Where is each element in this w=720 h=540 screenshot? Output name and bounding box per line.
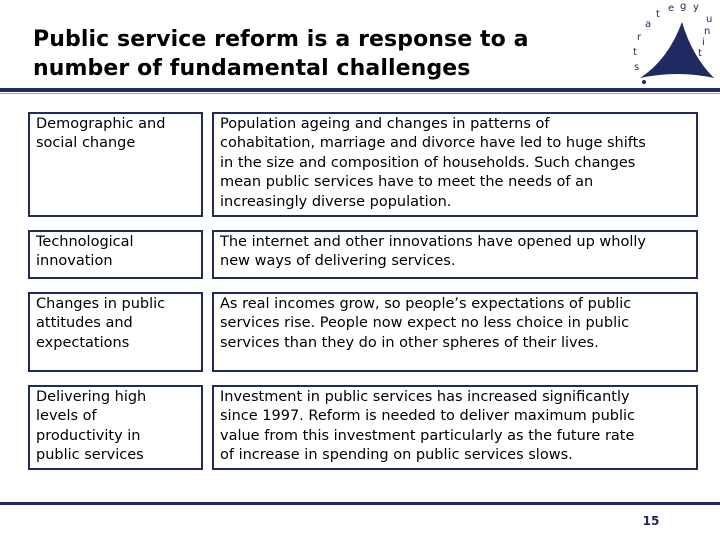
desc-line: Population ageing and changes in patterns of — [220, 116, 550, 132]
strategy-unit-logo — [618, 0, 720, 92]
logo-star-shape — [640, 22, 714, 78]
challenge-label — [28, 230, 203, 279]
desc-line: mean public services have to meet the needs of an — [220, 174, 594, 191]
logo-letter: t — [698, 48, 702, 59]
challenge-label — [28, 292, 203, 372]
logo-letter: y — [693, 2, 699, 13]
label-line: attitudes and — [36, 315, 133, 332]
logo-letter: t — [633, 47, 637, 58]
challenge-row-technological — [28, 230, 698, 279]
label-line: productivity in — [36, 427, 141, 444]
desc-line: increasingly diverse population. — [220, 193, 452, 210]
header-rule-thin — [0, 93, 720, 94]
desc-line: Investment in public services has increased significantly — [220, 389, 630, 405]
title-line-1: Public service reform is a response to a — [33, 27, 529, 52]
logo-letter: t — [656, 9, 660, 20]
desc-line: since 1997. Reform is needed to deliver maximum public — [220, 408, 636, 425]
challenge-label — [28, 385, 203, 470]
footer-rule — [0, 502, 720, 505]
challenge-description — [212, 230, 698, 279]
desc-line: services rise. People now expect no less choice in public — [220, 315, 630, 332]
challenge-row-productivity — [28, 385, 698, 470]
desc-line: in the size and composition of households. Such changes — [220, 154, 636, 171]
challenge-row-attitudes — [28, 292, 698, 372]
logo-letter: u — [706, 14, 713, 25]
challenge-label — [28, 112, 203, 217]
label-line: public services — [36, 447, 144, 464]
challenge-description — [212, 385, 698, 470]
logo-letter: i — [702, 37, 705, 48]
label-line: Technological — [36, 234, 134, 250]
logo-letter: e — [668, 3, 675, 14]
logo-letter: n — [704, 26, 711, 37]
logo-letter: s — [634, 62, 640, 73]
title-line-2: number of fundamental challenges — [33, 56, 471, 81]
desc-line: value from this investment particularly as the future rate — [220, 427, 635, 444]
label-line: Demographic and — [36, 116, 166, 132]
logo-letter: g — [680, 1, 687, 12]
challenge-description — [212, 112, 698, 217]
label-line: Delivering high — [36, 389, 147, 405]
slide-title — [33, 25, 593, 83]
challenge-description — [212, 292, 698, 372]
challenge-row-demographic — [28, 112, 698, 217]
label-line: social change — [36, 135, 136, 152]
desc-line: of increase in spending on public services slows. — [220, 447, 573, 464]
desc-line: cohabitation, marriage and divorce have led to huge shifts — [220, 135, 646, 152]
label-line: levels of — [36, 408, 97, 425]
label-line: expectations — [36, 334, 130, 351]
desc-line: As real incomes grow, so people’s expectations of public — [220, 296, 632, 312]
logo-letter: a — [645, 19, 652, 30]
desc-line: The internet and other innovations have opened up wholly — [220, 234, 646, 250]
label-line: innovation — [36, 253, 113, 270]
desc-line: new ways of delivering services. — [220, 253, 456, 270]
logo-letter: r — [637, 32, 642, 43]
header-rule — [0, 88, 720, 92]
label-line: Changes in public — [36, 296, 166, 312]
logo-dot — [642, 80, 646, 84]
page-number: 15 — [642, 514, 660, 528]
desc-line: services than they do in other spheres of their lives. — [220, 334, 599, 351]
